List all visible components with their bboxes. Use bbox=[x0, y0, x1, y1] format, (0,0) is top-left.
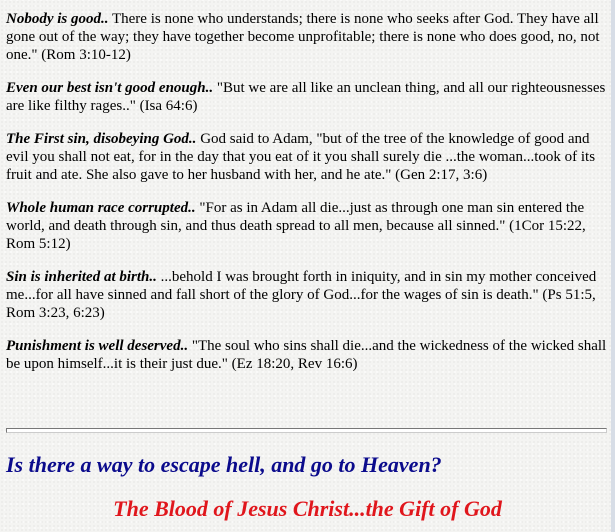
paragraph-heading: Sin is inherited at birth.. bbox=[6, 269, 157, 285]
paragraph-text: "The soul who sins shall die...and the wickedness of the wicked shall be upon himself...it is their just due." (Ez 18:20, Rev 16:6) bbox=[6, 338, 607, 372]
paragraph-first-sin bbox=[6, 130, 609, 184]
paragraph-punishment bbox=[6, 337, 609, 373]
scrollbar-edge[interactable] bbox=[611, 0, 615, 532]
question-heading: Is there a way to escape hell, and go to Heaven? bbox=[6, 452, 442, 477]
paragraph-heading: Even our best isn't good enough.. bbox=[6, 80, 214, 96]
horizontal-divider bbox=[6, 428, 607, 433]
paragraph-best-not-enough bbox=[6, 79, 609, 115]
answer-heading: The Blood of Jesus Christ...the Gift of God bbox=[113, 496, 502, 521]
paragraph-heading: Nobody is good.. bbox=[6, 11, 109, 27]
paragraph-heading: Punishment is well deserved.. bbox=[6, 338, 189, 354]
paragraph-text: "But we are all like an unclean thing, and all our righteousnesses are like filthy rages.." (Isa 64:6) bbox=[6, 80, 606, 114]
paragraph-text: There is none who understands; there is none who seeks after God. They have all gone out of the way; they have together become unprofitable; there is none who does good, no, not one." (Rom 3:10-12) bbox=[6, 11, 600, 63]
article-body bbox=[6, 10, 609, 388]
paragraph-sin-inherited bbox=[6, 268, 609, 322]
paragraph-text: God said to Adam, "but of the tree of the knowledge of good and evil you shall not eat, for in the day that you eat of it you shall surely die ...the woman...took of its fruit and ate. She also gave to her husband with her, and he ate." (Gen 2:17, 3:6) bbox=[6, 131, 596, 183]
paragraph-race-corrupted bbox=[6, 199, 609, 253]
paragraph-nobody-good bbox=[6, 10, 609, 64]
paragraph-text: "For as in Adam all die...just as through one man sin entered the world, and death through sin, and thus death spread to all men, because all sinned." (1Cor 15:22, Rom 5:12) bbox=[6, 200, 586, 252]
paragraph-heading: Whole human race corrupted.. bbox=[6, 200, 196, 216]
paragraph-text: ...behold I was brought forth in iniquity, and in sin my mother conceived me...for all have sinned and fall short of the glory of God...for the wages of sin is death." (Ps 51:5, Rom 3:23, 6:23) bbox=[6, 269, 597, 321]
paragraph-heading: The First sin, disobeying God.. bbox=[6, 131, 197, 147]
